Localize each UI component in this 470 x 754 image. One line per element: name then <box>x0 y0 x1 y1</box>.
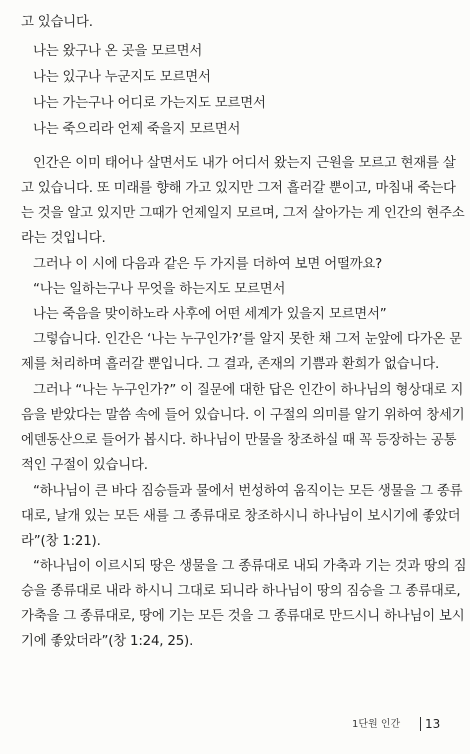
poem-line: 나는 있구나 누군지도 모르면서 <box>33 70 211 85</box>
text-line: 고 있습니다. <box>21 15 93 30</box>
text-line: 고 있습니다. 또 미래를 향해 가고 있지만 그저 흘러갈 뿐이고, 마침내 죽는다 <box>21 181 456 196</box>
text-line: 적인 구절이 있습니다. <box>21 458 148 473</box>
quote-line: 나는 죽음을 맞이하노라 사후에 어떤 세계가 있을지 모르면서” <box>33 307 387 322</box>
text-line: 그러나 이 시에 다음과 같은 두 가지를 더하여 보면 어떨까요? <box>33 257 383 272</box>
footer-divider <box>420 717 421 731</box>
text-line: 라는 것입니다. <box>21 231 106 246</box>
poem-line: 나는 왔구나 온 곳을 모르면서 <box>33 44 203 59</box>
scripture-line: 가축을 그 종류대로, 땅에 기는 모든 것을 그 종류대로 만드시니 하나님이 보시 <box>21 609 465 624</box>
scripture-line: “하나님이 이르시되 땅은 생물을 그 종류대로 내되 가축과 기는 것과 땅의 짐 <box>33 559 467 574</box>
scripture-line: 기에 좋았더라”(창 1:24, 25). <box>21 634 194 649</box>
scripture-line: 라”(창 1:21). <box>21 534 101 549</box>
quote-line: “나는 일하는구나 무엇을 하는지도 모르면서 <box>33 282 286 297</box>
scripture-line: 승을 종류대로 내라 하시니 그대로 되니라 하나님이 땅의 짐승을 그 종류대로, <box>21 584 461 599</box>
text-line: 제를 처리하며 흘러갈 뿐입니다. 그 결과, 존재의 기쁨과 환희가 없습니다. <box>21 357 440 372</box>
text-line: 에덴동산으로 들어가 봅시다. 하나님이 만물을 창조하실 때 꼭 등장하는 공통 <box>21 433 457 448</box>
scripture-line: “하나님이 큰 바다 짐승들과 물에서 번성하여 움직이는 모든 생물을 그 종류 <box>33 484 463 499</box>
poem-line: 나는 가는구나 어디로 가는지도 모르면서 <box>33 96 266 111</box>
scripture-line: 대로, 날개 있는 모든 새를 그 종류대로 창조하시니 하나님이 보시기에 좋았더 <box>21 509 461 524</box>
text-line: 그러나 “나는 누구인가?” 이 질문에 대한 답은 인간이 하나님의 형상대로 지 <box>33 383 464 398</box>
page-number: 13 <box>425 717 441 731</box>
text-line: 는 것을 알고 있지만 그때가 언제일지 모르며, 그저 살아가는 게 인간의 현주소 <box>21 206 465 221</box>
text-line: 음을 받았다는 말씀 속에 들어 있습니다. 이 구절의 의미를 알기 위하여 창세기 <box>21 408 465 423</box>
chapter-label: 1단원 인간 <box>352 719 401 730</box>
text-line: 그렇습니다. 인간은 ‘나는 누구인가?’를 알지 못한 채 그저 눈앞에 다가온 문 <box>33 332 462 347</box>
text-line: 인간은 이미 태어나 살면서도 내가 어디서 왔는지 근원을 모르고 현재를 살 <box>33 156 456 171</box>
poem-line: 나는 죽으리라 언제 죽을지 모르면서 <box>33 122 241 137</box>
